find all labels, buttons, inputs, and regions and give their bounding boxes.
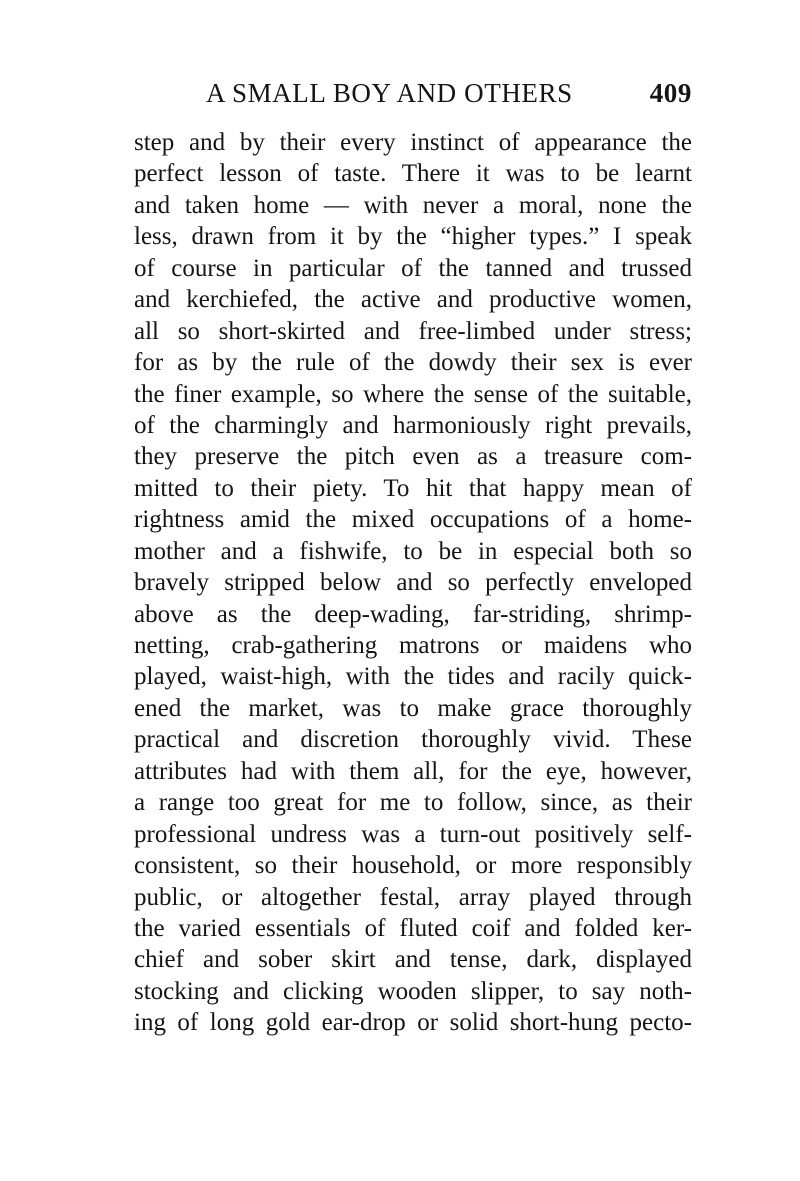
running-title: A SMALL BOY AND OTHERS <box>206 78 573 108</box>
text-line-28: stocking and clicking wooden slipper, to say noth- <box>134 977 692 1005</box>
text-line-23: professional undress was a turn-out positively self- <box>134 820 692 848</box>
text-line-17: netting, crab-gathering matrons or maidens who <box>134 632 692 659</box>
text-line-7: all so short-skirted and free-limbed under stress; <box>134 317 692 345</box>
text-line-4: less, drawn from it by the “higher types.” I speak <box>134 223 692 251</box>
text-line-14: mother and a fishwife, to be in especial both so <box>134 537 692 565</box>
text-line-10: of the charmingly and harmoniously right prevails, <box>134 411 692 439</box>
text-line-26: the varied essentials of fluted coif and folded ker- <box>134 914 692 942</box>
text-line-19: ened the market, was to make grace thoroughly <box>134 694 692 722</box>
text-line-15: bravely stripped below and so perfectly enveloped <box>134 569 692 597</box>
text-line-22: a range too great for me to follow, since, as their <box>134 789 692 817</box>
text-line-16: above as the deep-wading, far-striding, shrimp- <box>134 600 692 628</box>
text-line-25: public, or altogether festal, array played through <box>134 883 692 911</box>
text-line-27: chief and sober skirt and tense, dark, displayed <box>134 946 692 974</box>
text-line-29: ing of long gold ear-drop or solid short-hung pecto- <box>134 1009 692 1037</box>
text-line-5: of course in particular of the tanned and trussed <box>134 254 692 282</box>
text-line-18: played, waist-high, with the tides and racily quick- <box>134 663 692 691</box>
text-line-11: they preserve the pitch even as a treasure com- <box>134 443 692 471</box>
text-line-9: the finer example, so where the sense of the suitable, <box>134 380 692 408</box>
text-line-3: and taken home — with never a moral, none the <box>134 191 692 219</box>
body-text <box>134 127 692 1039</box>
text-line-12: mitted to their piety. To hit that happy mean of <box>134 474 692 502</box>
text-line-2: perfect lesson of taste. There it was to be learnt <box>134 160 692 188</box>
text-line-21: attributes had with them all, for the eye, however, <box>134 757 692 785</box>
text-line-20: practical and discretion thoroughly vivid. These <box>134 726 692 754</box>
text-line-6: and kerchiefed, the active and productive women, <box>134 286 692 314</box>
page-number: 409 <box>649 78 692 108</box>
text-line-1: step and by their every instinct of appearance the <box>134 129 692 156</box>
text-line-13: rightness amid the mixed occupations of a home- <box>134 506 692 534</box>
text-line-8: for as by the rule of the dowdy their sex is ever <box>134 349 692 377</box>
text-line-24: consistent, so their household, or more responsibly <box>134 852 692 880</box>
running-head <box>134 78 692 114</box>
